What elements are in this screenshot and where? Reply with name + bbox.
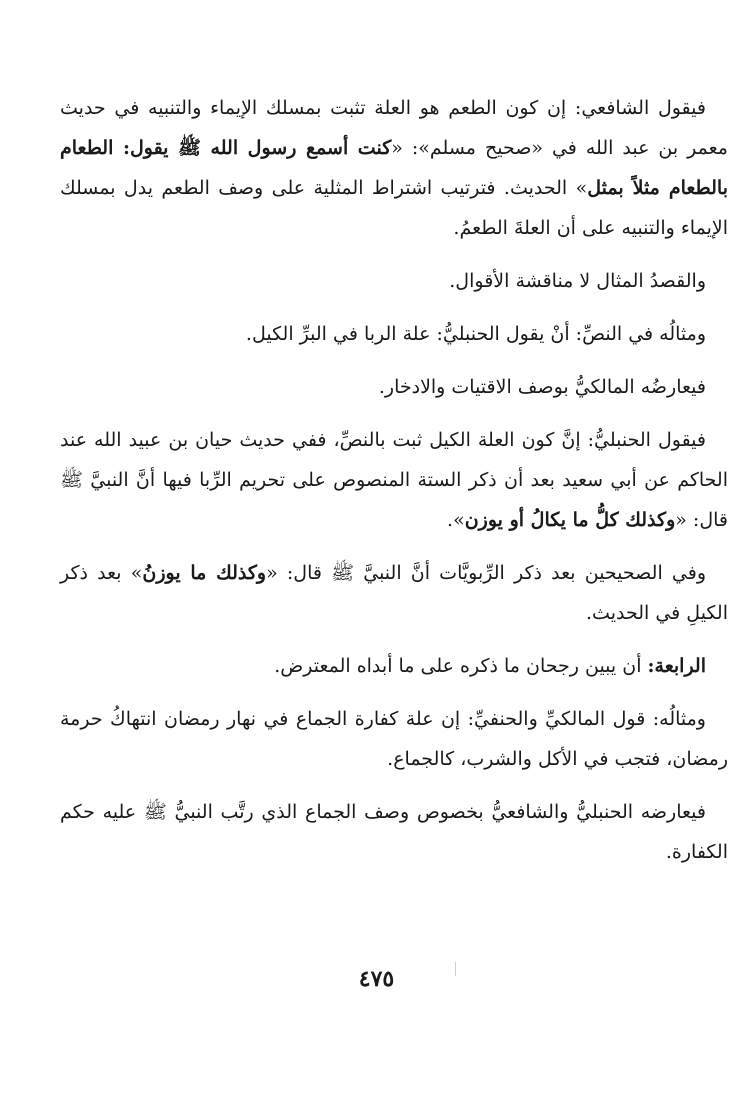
text-run: أن يبين رجحان ما ذكره على ما أبداه المعترض. — [274, 655, 648, 677]
text-run: ». — [447, 509, 465, 531]
paragraph-kaffara-example — [60, 699, 728, 779]
paragraph-maliki-objection — [60, 367, 728, 407]
hadith-quote: وكذلك ما يوزنُ — [142, 562, 267, 584]
hadith-quote: وكذلك كلُّ ما يكالُ أو يوزن — [464, 509, 676, 531]
section-label: الرابعة: — [647, 655, 706, 677]
text-run: » الحديث. فترتيب اشتراط المثلية على وصف الطعم يدل بمسلك الإيماء والتنبيه على أن العلةَ الطعمُ. — [60, 177, 728, 239]
hadith-quote: كنت أسمع رسول الله ﷺ يقول: الطعام بالطعام مثلاً بمثل — [60, 137, 728, 199]
paragraph-purpose-note — [60, 261, 728, 301]
paragraph-fourth — [60, 646, 728, 686]
paragraph-shafii-argument — [60, 88, 728, 248]
text-run: فيعارضُه المالكيُّ بوصف الاقتيات والادخار. — [378, 376, 706, 398]
paragraph-text-example — [60, 314, 728, 354]
text-run: فيعارضه الحنبليُّ والشافعيُّ بخصوص وصف الجماع الذي رتَّب النبيُّ ﷺ عليه حكم الكفارة. — [60, 801, 728, 863]
paragraph-sahihayn — [60, 553, 728, 633]
page-body — [60, 88, 728, 885]
paragraph-kaffara-objection — [60, 792, 728, 872]
text-run: ومثالُه في النصِّ: أنْ يقول الحنبليُّ: علة الربا في البرِّ الكيل. — [245, 323, 706, 345]
text-run: والقصدُ المثال لا مناقشة الأقوال. — [449, 270, 706, 292]
page-number: ٤٧٥ — [358, 966, 395, 992]
text-run: وفي الصحيحين بعد ذكر الرِّبويَّات أنَّ النبيَّ ﷺ قال: « — [266, 562, 706, 584]
paragraph-hanbali-argument — [60, 420, 728, 540]
text-run: ومثالُه: قول المالكيِّ والحنفيِّ: إن علة كفارة الجماع في نهار رمضان انتهاكُ حرمة رمضان، فتجب في الأكل والشرب، كالجماع. — [60, 708, 728, 770]
text-run: فيقول الشافعي: إن كون الطعم هو العلة تثبت بمسلك الإيماء والتنبيه في حديث معمر بن عبد الله في «صحيح مسلم»: « — [60, 97, 728, 159]
text-run: فيقول الحنبليُّ: إنَّ كون العلة الكيل ثبت بالنصِّ، ففي حديث حيان بن عبيد الله عند الحاكم عن أبي سعيد بعد أن ذكر الستة المنصوص على تحريم الرِّبا فيها أنَّ النبيَّ ﷺ قال: « — [60, 429, 728, 531]
text-run: » بعد ذكر الكيلِ في الحديث. — [60, 562, 728, 624]
